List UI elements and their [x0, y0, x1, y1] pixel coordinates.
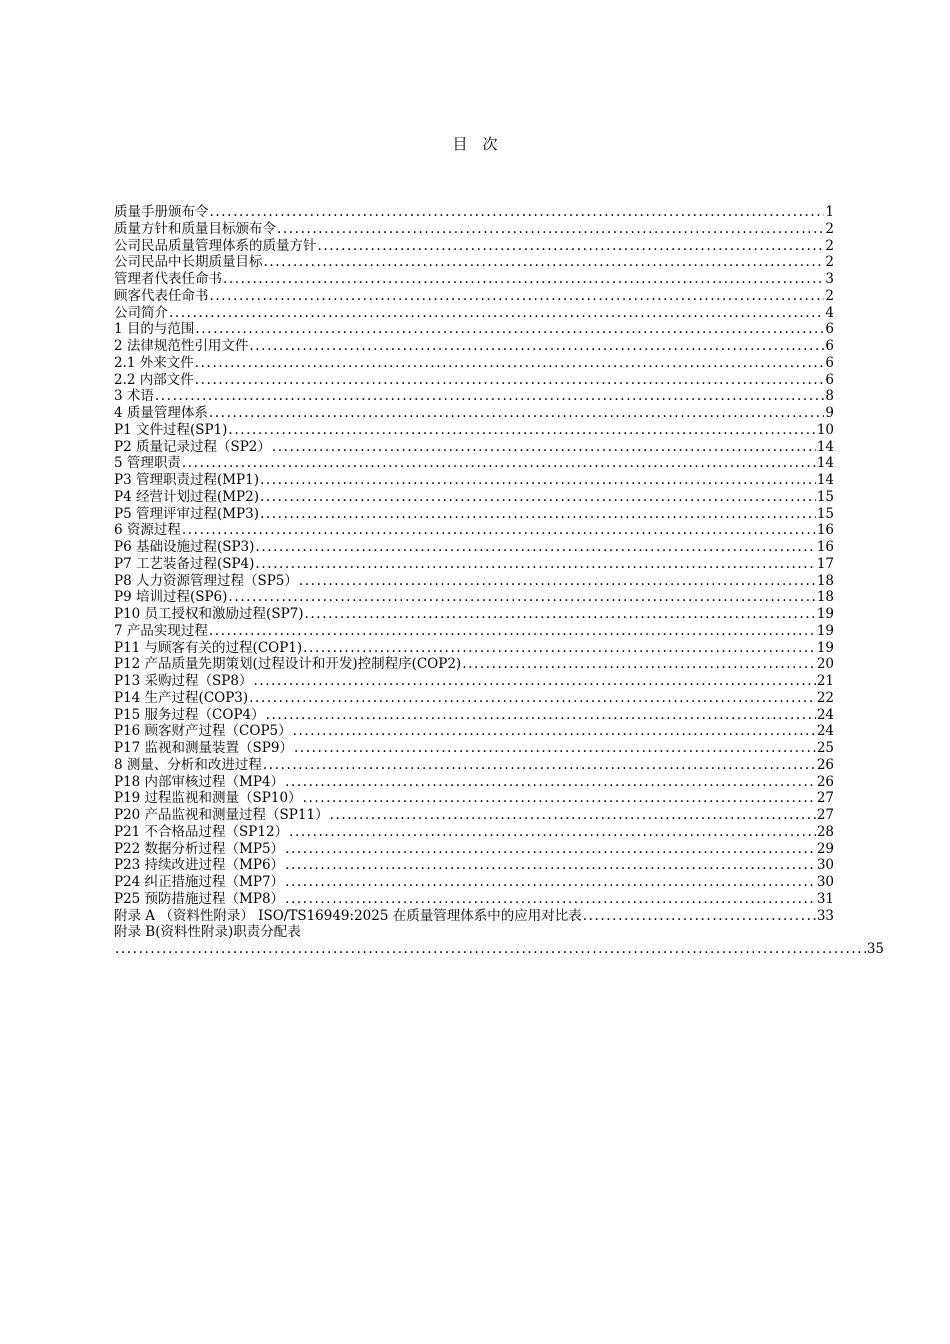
toc-entry-label: P16 顾客财产过程（COP5）	[114, 723, 292, 740]
toc-leader-dots	[277, 221, 824, 238]
toc-entry[interactable]	[114, 857, 834, 874]
toc-entry[interactable]	[114, 372, 834, 389]
toc-entry[interactable]	[114, 673, 834, 690]
toc-entry-label: P24 纠正措施过程（MP7）	[114, 874, 285, 890]
toc-last-entry	[114, 924, 884, 958]
toc-entry-page: 25	[816, 740, 834, 756]
toc-entry[interactable]	[114, 908, 834, 925]
toc-entry[interactable]	[114, 238, 834, 255]
toc-entry-page: 17	[816, 555, 834, 572]
toc-leader-dots	[299, 573, 816, 590]
toc-entry[interactable]	[114, 338, 834, 355]
toc-entry[interactable]	[114, 556, 834, 573]
toc-entry-label: 质量方针和质量目标颁布令	[114, 220, 276, 237]
toc-leader-dots	[260, 506, 816, 523]
toc-entry-label: P15 服务过程（COP4）	[114, 706, 265, 723]
toc-entry[interactable]	[114, 774, 834, 791]
toc-entry-label: P18 内部审核过程（MP4）	[114, 773, 285, 790]
toc-leader-dots	[462, 656, 816, 673]
toc-entry-label: 7 产品实现过程	[114, 622, 208, 639]
toc-entry[interactable]	[114, 740, 834, 757]
toc-entry-page: 26	[816, 773, 834, 790]
toc-entry-label: 6 资源过程	[114, 522, 181, 539]
toc-leader-dots	[583, 908, 816, 925]
toc-entry-page: 15	[816, 505, 834, 522]
toc-leader-dots	[318, 238, 825, 255]
toc-entry-page: 4	[825, 304, 834, 321]
toc-entry[interactable]	[114, 388, 834, 405]
toc-entry-label: P20 产品监视和测量过程（SP11）	[114, 807, 329, 823]
toc-entry-label: 公司民品质量管理体系的质量方针	[114, 237, 317, 254]
toc-leader-dots	[285, 857, 816, 874]
toc-entry-label: 5 管理职责	[114, 455, 181, 472]
toc-entry-label: 2 法律规范性引用文件	[114, 338, 249, 354]
toc-entry-page: 9	[825, 405, 834, 421]
toc-entry[interactable]	[114, 891, 834, 908]
toc-entry-label: P22 数据分析过程（MP5）	[114, 840, 285, 857]
toc-leader-dots	[195, 321, 824, 338]
toc-entry-page: 24	[816, 706, 834, 723]
toc-entry-page: 16	[816, 522, 834, 539]
toc-entry-label: P10 员工授权和激励过程(SP7)	[114, 606, 304, 622]
toc-entry-page: 20	[816, 656, 834, 673]
toc-entry[interactable]	[114, 573, 834, 590]
toc-entry-page: 28	[816, 823, 834, 840]
toc-entry-label: P9 培训过程(SP6)	[114, 589, 228, 606]
toc-leader-dots	[210, 288, 825, 305]
toc-entry-page: 1	[825, 204, 834, 220]
toc-entry-page: 6	[825, 321, 834, 338]
toc-entry[interactable]	[114, 221, 834, 238]
toc-entry[interactable]	[114, 422, 834, 439]
toc-leader-dots	[266, 707, 816, 724]
toc-leader-dots	[155, 388, 825, 405]
toc-entry-page: 19	[816, 622, 834, 639]
toc-entry[interactable]	[114, 522, 834, 539]
toc-leader-dots	[249, 690, 816, 707]
toc-entry-page: 14	[816, 472, 834, 488]
toc-entry-label: P14 生产过程(COP3)	[114, 689, 249, 706]
toc-leader-dots	[210, 204, 825, 221]
toc-leader-dots	[228, 589, 815, 606]
toc-entry-page: 30	[816, 874, 834, 890]
toc-entry-page: 27	[816, 807, 834, 823]
toc-entry-label: 附录 A （资料性附录） ISO/TS16949:2025 在质量管理体系中的应用对比表	[114, 907, 582, 924]
toc-entry-label: 1 目的与范围	[114, 321, 195, 338]
toc-entry[interactable]	[114, 405, 834, 422]
toc-entry-label: 顾客代表任命书	[114, 287, 209, 304]
toc-leader-dots	[228, 422, 815, 439]
toc-entry-label: P21 不合格品过程（SP12）	[114, 823, 289, 840]
toc-leader-dots	[294, 740, 816, 757]
table-of-contents	[114, 204, 834, 924]
toc-entry-label: P12 产品质量先期策划(过程设计和开发)控制程序(COP2)	[114, 656, 462, 673]
toc-leader-dots	[260, 472, 816, 489]
toc-entry[interactable]	[114, 874, 834, 891]
toc-leader-dots	[209, 405, 825, 422]
toc-entry-page: 14	[816, 455, 834, 472]
toc-leader-dots	[263, 757, 816, 774]
page-title: 目 次	[452, 135, 498, 153]
toc-entry-label: P11 与顾客有关的过程(COP1)	[114, 639, 303, 656]
toc-entry-page: 19	[816, 639, 834, 656]
toc-leader-dots	[255, 539, 815, 556]
toc-entry-page: 6	[825, 338, 834, 354]
toc-entry[interactable]	[114, 204, 834, 221]
toc-leader-dots	[223, 271, 824, 288]
toc-leader-dots	[285, 891, 816, 908]
toc-entry-page: 18	[816, 589, 834, 606]
toc-leader-dots	[182, 455, 816, 472]
toc-entry-page: 27	[816, 790, 834, 807]
toc-entry-label: 8 测量、分析和改进过程	[114, 756, 262, 773]
toc-leader-dots	[305, 606, 816, 623]
toc-leader-dots	[169, 305, 824, 322]
toc-entry-label: 附录 B(资料性附录)职责分配表	[114, 924, 301, 940]
toc-entry-page: 15	[816, 488, 834, 505]
toc-entry[interactable]	[114, 439, 834, 456]
toc-entry[interactable]	[114, 824, 834, 841]
toc-entry-page: 8	[825, 388, 834, 405]
toc-entry[interactable]	[114, 707, 834, 724]
toc-entry[interactable]	[114, 455, 834, 472]
toc-entry-page: 21	[816, 673, 834, 689]
toc-leader-dots	[255, 556, 815, 573]
toc-entry-page: 2	[825, 287, 834, 304]
toc-entry-page: 24	[816, 723, 834, 740]
toc-entry[interactable]	[114, 589, 834, 606]
toc-entry-page: 2	[825, 220, 834, 237]
toc-entry[interactable]	[114, 288, 834, 305]
toc-entry[interactable]	[114, 656, 834, 673]
toc-entry[interactable]	[114, 539, 834, 556]
toc-entry-label: 公司民品中长期质量目标	[114, 254, 263, 271]
toc-leader-dots	[303, 640, 816, 657]
toc-entry-page: 10	[816, 421, 834, 438]
toc-entry[interactable]	[114, 355, 834, 372]
toc-entry-label: P13 采购过程（SP8）	[114, 673, 253, 689]
toc-entry[interactable]	[114, 623, 834, 640]
toc-leader-dots	[293, 723, 816, 740]
toc-entry-label: P6 基础设施过程(SP3)	[114, 539, 255, 555]
toc-entry[interactable]	[114, 489, 834, 506]
toc-entry-page: 35	[866, 940, 884, 957]
toc-leader-dots	[253, 673, 815, 690]
toc-entry-label: P17 监视和测量装置（SP9）	[114, 740, 293, 756]
toc-entry[interactable]	[114, 723, 834, 740]
toc-entry-page-line[interactable]	[114, 941, 884, 958]
toc-entry-label: P19 过程监视和测量（SP10）	[114, 790, 302, 807]
toc-entry[interactable]	[114, 271, 834, 288]
toc-entry-page: 30	[816, 857, 834, 874]
toc-entry-label: 2.2 内部文件	[114, 371, 194, 388]
toc-leader-dots	[330, 807, 816, 824]
toc-entry[interactable]	[114, 321, 834, 338]
toc-entry-page: 22	[816, 689, 834, 706]
toc-entry[interactable]	[114, 254, 834, 271]
toc-entry[interactable]	[114, 606, 834, 623]
toc-entry-label-line[interactable]	[114, 924, 834, 941]
toc-entry-label: 4 质量管理体系	[114, 405, 208, 421]
toc-entry[interactable]	[114, 305, 834, 322]
toc-entry[interactable]	[114, 757, 834, 774]
toc-entry-label: 管理者代表任命书	[114, 271, 222, 287]
toc-leader-dots	[285, 774, 816, 791]
toc-entry-page: 6	[825, 354, 834, 371]
toc-entry-label: 3 术语	[114, 388, 154, 405]
toc-entry[interactable]	[114, 841, 834, 858]
toc-entry[interactable]	[114, 790, 834, 807]
toc-leader-dots	[115, 941, 866, 958]
toc-entry-page: 26	[816, 756, 834, 773]
toc-entry-label: P4 经营计划过程(MP2)	[114, 488, 259, 505]
toc-entry-page: 16	[816, 539, 834, 555]
toc-leader-dots	[289, 824, 816, 841]
toc-leader-dots	[260, 489, 816, 506]
toc-entry[interactable]	[114, 807, 834, 824]
toc-leader-dots	[195, 355, 825, 372]
toc-entry-label: P7 工艺装备过程(SP4)	[114, 555, 255, 572]
toc-entry-label: P23 持续改进过程（MP6）	[114, 857, 285, 874]
toc-entry-page: 29	[816, 840, 834, 857]
toc-leader-dots	[285, 841, 816, 858]
toc-entry-page: 2	[825, 237, 834, 254]
toc-entry-page: 2	[825, 254, 834, 271]
toc-entry-page: 3	[825, 271, 834, 287]
toc-leader-dots	[249, 338, 824, 355]
toc-leader-dots	[182, 522, 816, 539]
toc-entry[interactable]	[114, 640, 834, 657]
toc-entry-label: P3 管理职责过程(MP1)	[114, 472, 259, 488]
toc-entry-page: 33	[816, 907, 834, 924]
toc-entry-label: 质量手册颁布令	[114, 204, 209, 220]
toc-entry-page: 19	[816, 606, 834, 622]
toc-entry-label: P5 管理评审过程(MP3)	[114, 505, 259, 522]
toc-entry-page: 31	[816, 890, 834, 907]
toc-entry-page: 18	[816, 572, 834, 589]
toc-entry[interactable]	[114, 472, 834, 489]
toc-entry-label: P25 预防措施过程（MP8）	[114, 890, 285, 907]
toc-leader-dots	[209, 623, 816, 640]
toc-leader-dots	[264, 254, 825, 271]
toc-entry-label: 公司简介	[114, 304, 168, 321]
toc-entry-page: 6	[825, 371, 834, 388]
toc-leader-dots	[303, 790, 816, 807]
toc-entry[interactable]	[114, 506, 834, 523]
toc-leader-dots	[195, 372, 825, 389]
toc-entry[interactable]	[114, 690, 834, 707]
toc-entry-label: P1 文件过程(SP1)	[114, 421, 228, 438]
toc-entry-label: P2 质量记录过程（SP2）	[114, 438, 271, 455]
toc-entry-label: P8 人力资源管理过程（SP5）	[114, 572, 298, 589]
toc-entry-label: 2.1 外来文件	[114, 354, 194, 371]
toc-entry-page: 14	[816, 438, 834, 455]
toc-leader-dots	[285, 874, 816, 891]
toc-leader-dots	[272, 439, 816, 456]
